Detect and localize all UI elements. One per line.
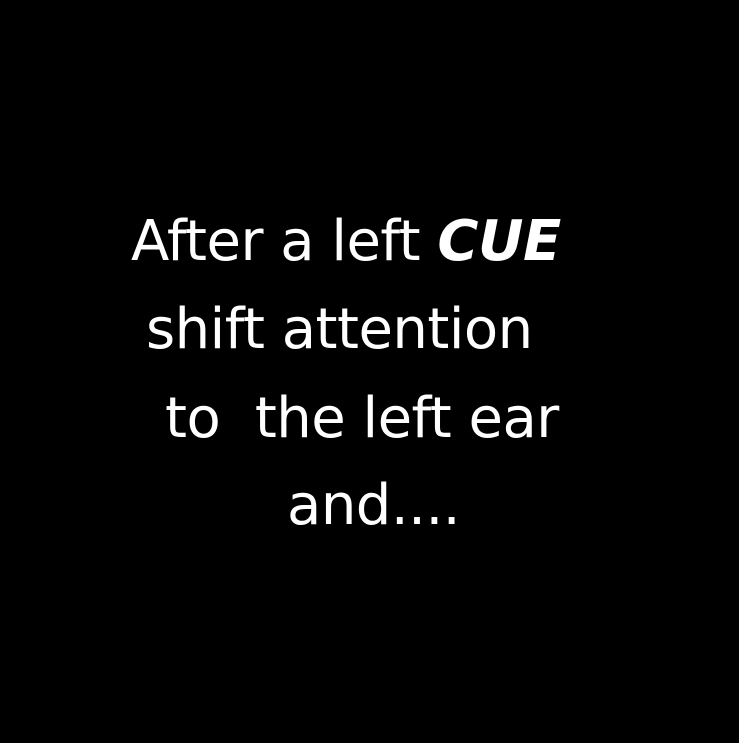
instruction-line-2: shift attention [146,297,533,362]
cue-emphasis: CUE [437,209,561,274]
instruction-line-1 [131,209,561,274]
instruction-line-1-text: After a left [131,209,438,274]
instruction-line-4: and.... [287,473,461,538]
instruction-line-3: to the left ear [165,386,559,451]
